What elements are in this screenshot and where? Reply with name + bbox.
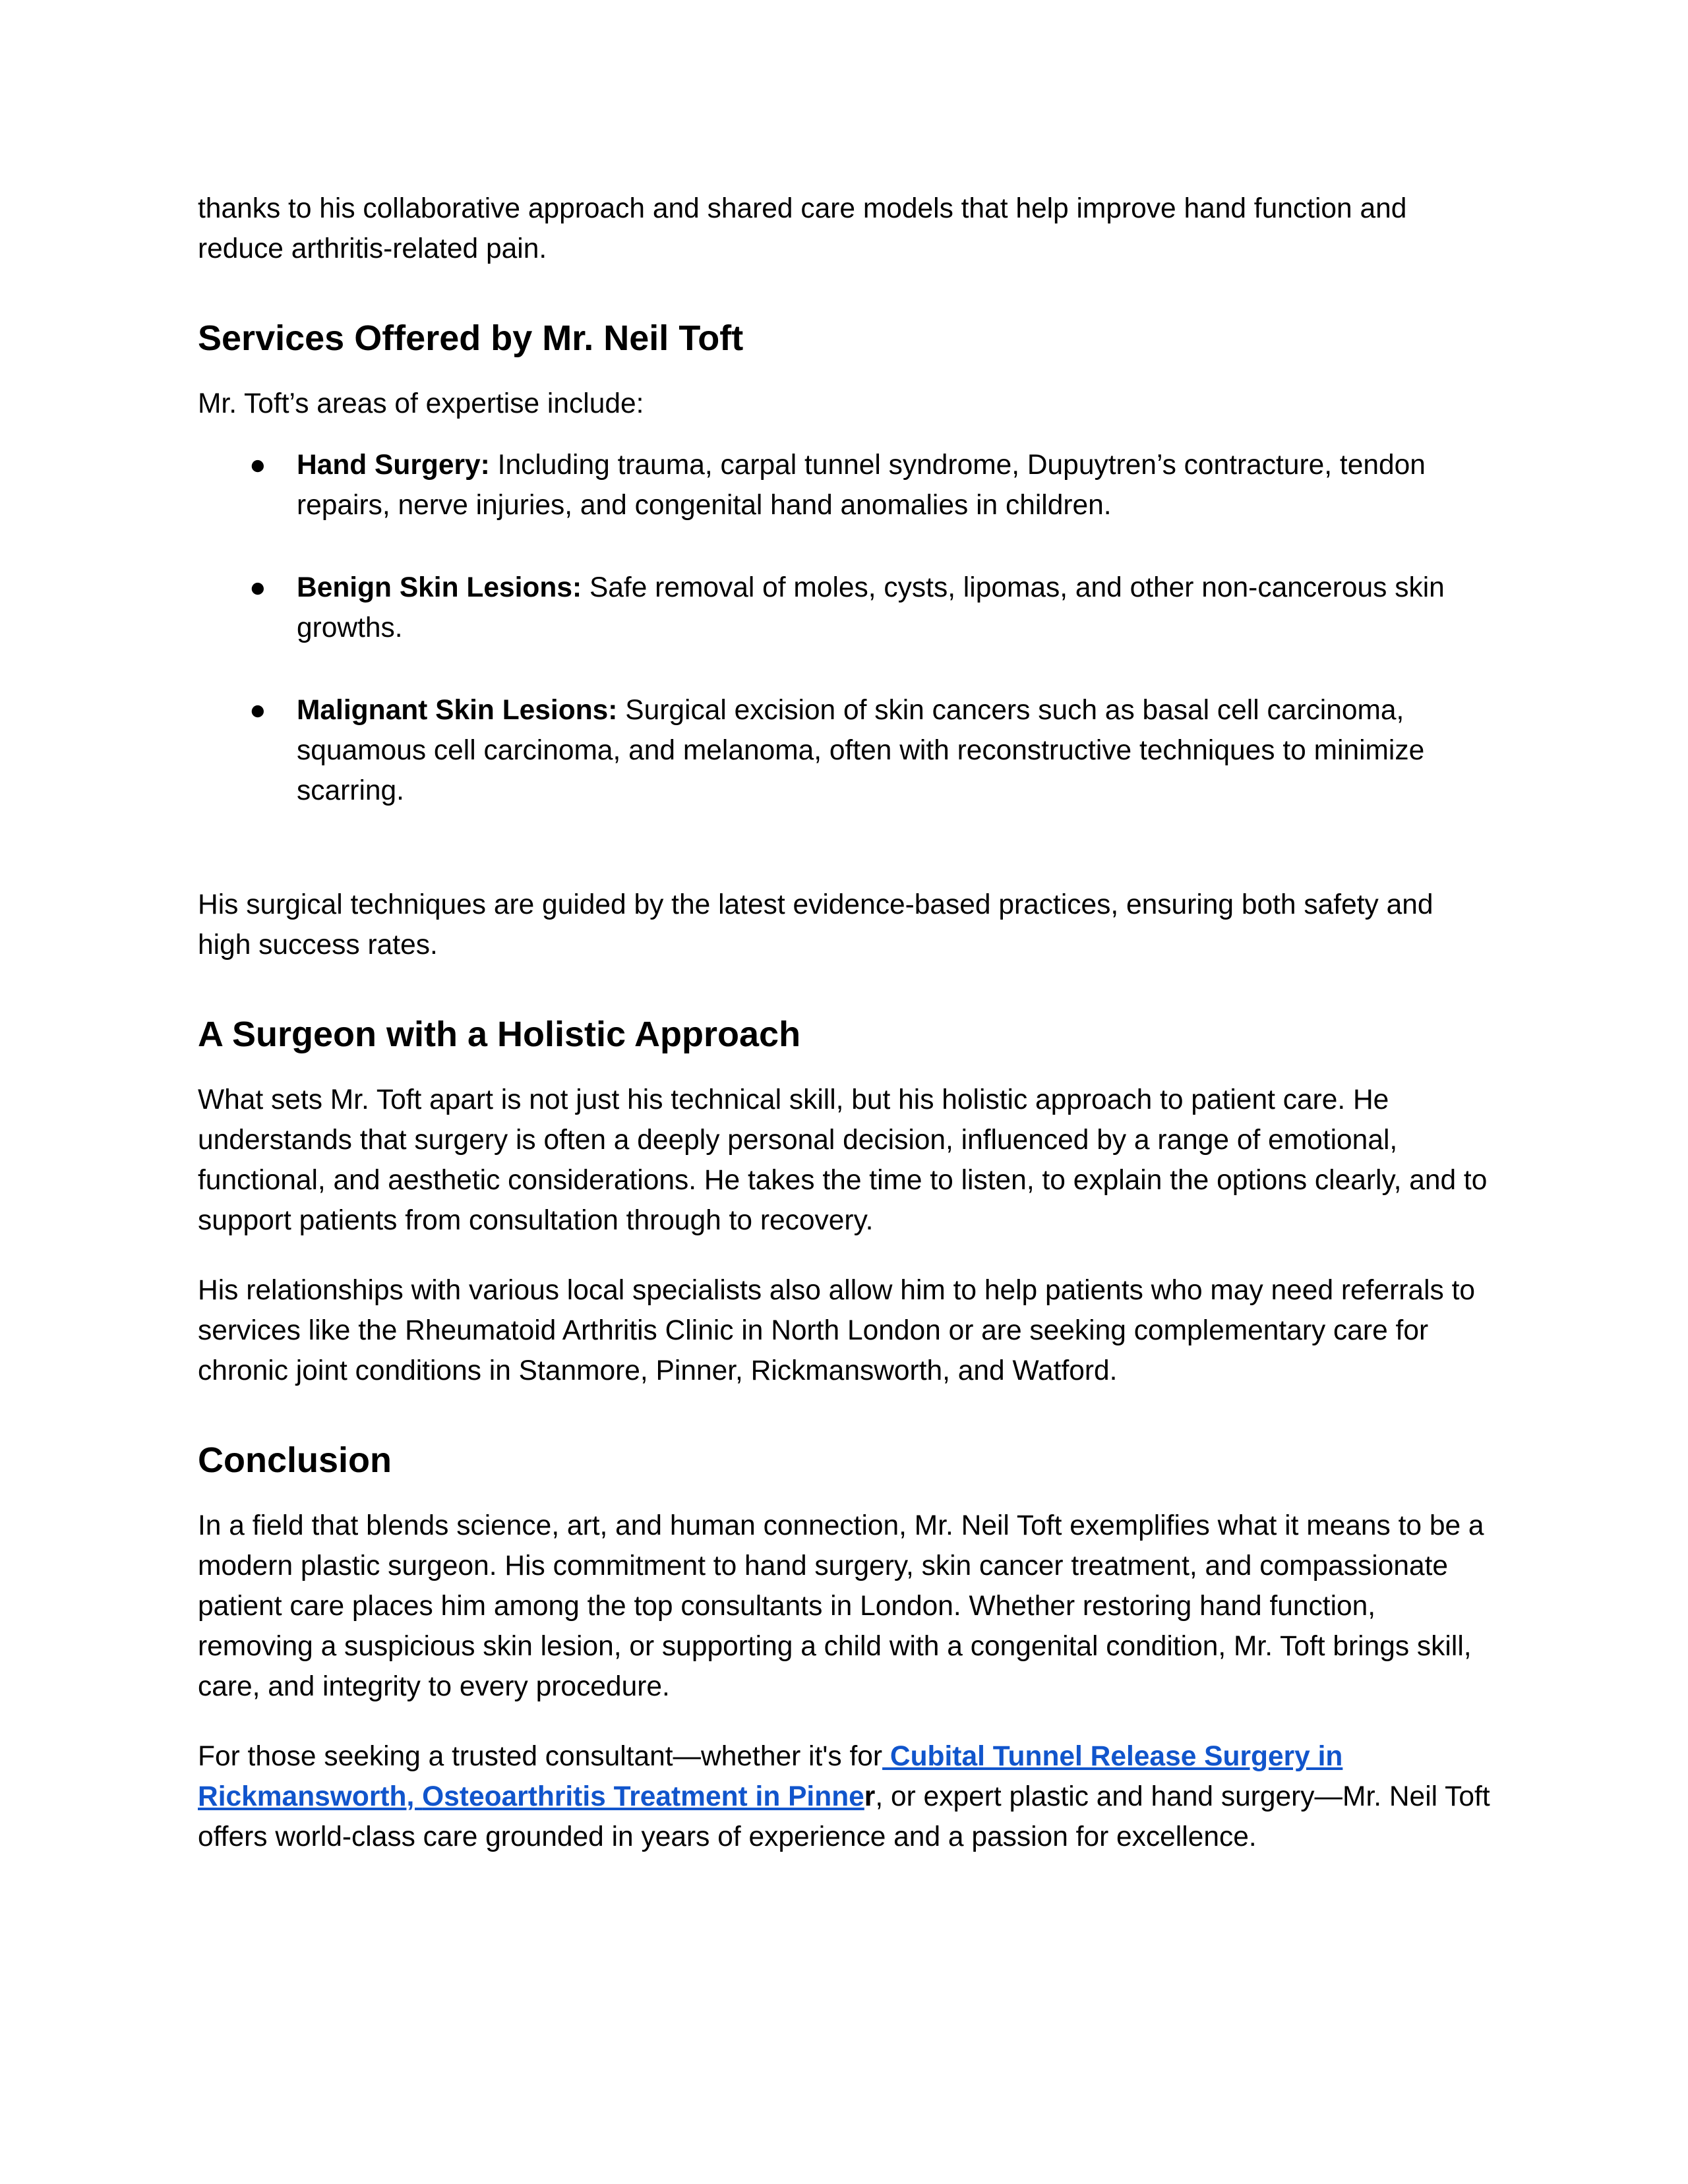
conclusion-paragraph-1: In a field that blends science, art, and human connection, Mr. Neil Toft exemplifies what it means to be a modern plastic surgeon. His commitment to hand surgery, skin cancer treatment, and compassionate patient care places him among the top consultants in London. Whether restoring hand function, removing a suspicious skin lesion, or supporting a child with a congenital condition, Mr. Toft brings skill, care, and integrity to every procedure. [198, 1510, 1484, 1702]
holistic-paragraph-2: His relationships with various local specialists also allow him to help patients who may need referrals to services like the Rheumatoid Arthritis Clinic in North London or are seeking complementary care for chronic joint conditions in Stanmore, Pinner, Rickmansworth, and Watford. [198, 1275, 1476, 1386]
services-list [198, 445, 1490, 811]
services-lead: Mr. Toft’s areas of expertise include: [198, 388, 644, 419]
service-item-title: Malignant Skin Lesions: [297, 695, 618, 726]
bullet-icon: ● [249, 572, 266, 603]
holistic-heading: A Surgeon with a Holistic Approach [198, 1015, 801, 1054]
services-heading: Services Offered by Mr. Neil Toft [198, 318, 744, 358]
document-page [198, 189, 1490, 1857]
bullet-icon: ● [249, 450, 266, 481]
service-item-text [297, 568, 1490, 648]
service-item-benign-skin-lesions [198, 568, 1490, 648]
bullet-icon: ● [249, 695, 266, 726]
techniques-paragraph: His surgical techniques are guided by the latest evidence-based practices, ensuring both safety and high success rates. [198, 889, 1433, 960]
link-cubital-tunnel-release[interactable]: Cubital Tunnel Release Surgery in Rickmansworth [198, 1741, 1343, 1812]
service-item-title: Benign Skin Lesions: [297, 572, 582, 603]
service-item-description: Surgical excision of skin cancers such as basal cell carcinoma, squamous cell carcinoma, and melanoma, often with reconstructive techniques to minimize scarring. [297, 695, 1425, 806]
conclusion-heading: Conclusion [198, 1440, 392, 1480]
holistic-paragraph-1: What sets Mr. Toft apart is not just his technical skill, but his holistic approach to patient care. He understands that surgery is often a deeply personal decision, influenced by a range of emotional, functional, and aesthetic considerations. He takes the time to listen, to explain the options clearly, and to support patients from consultation through to recovery. [198, 1084, 1488, 1236]
service-item-title: Hand Surgery: [297, 450, 490, 481]
service-item-hand-surgery [198, 445, 1490, 525]
service-item-text [297, 445, 1490, 525]
service-item-description: Including trauma, carpal tunnel syndrome, Dupuytren’s contracture, tendon repairs, nerve injuries, and congenital hand anomalies in children. [297, 450, 1426, 521]
link-osteoarthritis-treatment[interactable]: Osteoarthritis Treatment in Pinne [422, 1781, 864, 1812]
conclusion-text-start: For those seeking a trusted consultant—whether it's for [198, 1741, 883, 1772]
service-item-malignant-skin-lesions [198, 690, 1490, 811]
intro-paragraph: thanks to his collaborative approach and shared care models that help improve hand function and reduce arthritis-related pain. [198, 193, 1407, 264]
bold-letter: r [864, 1781, 876, 1812]
conclusion-paragraph-2 [198, 1736, 1490, 1857]
service-item-text [297, 690, 1490, 811]
conclusion-text-end: , or expert plastic and hand surgery—Mr. Neil Toft offers world-class care grounded in years of experience and a passion for excellence. [198, 1781, 1490, 1852]
service-item-description: Safe removal of moles, cysts, lipomas, and other non-cancerous skin growths. [297, 572, 1445, 643]
link-comma[interactable]: , [406, 1781, 423, 1812]
